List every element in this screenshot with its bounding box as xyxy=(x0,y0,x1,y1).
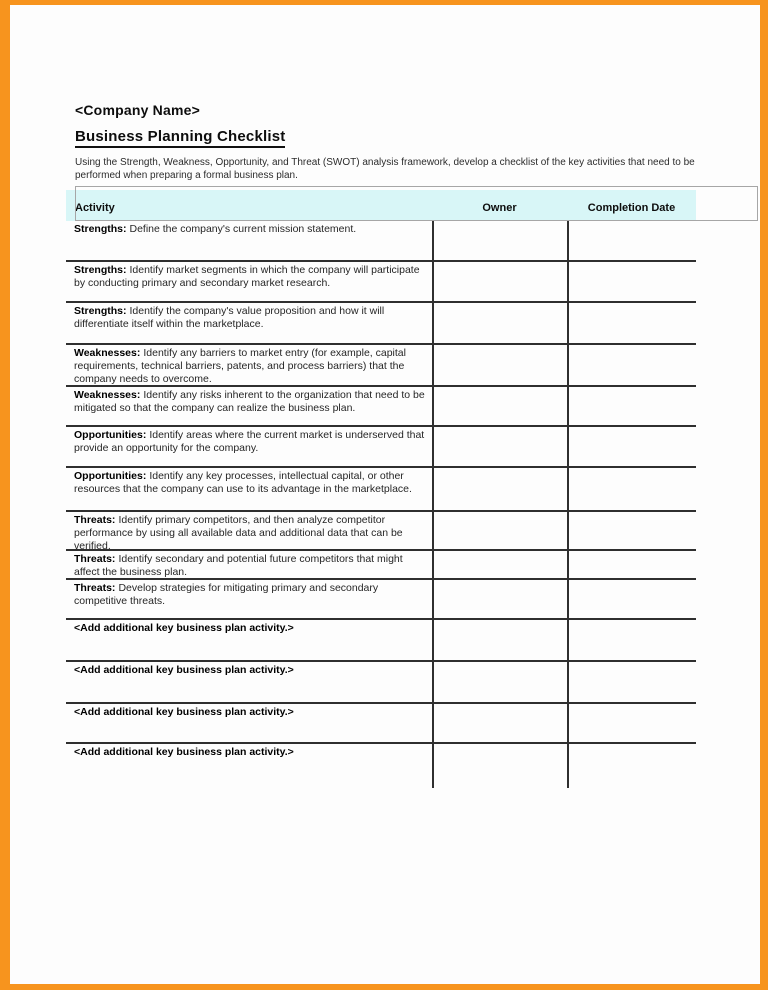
table-body xyxy=(66,221,696,788)
row-activity-text: Identify the company's value proposition and how it will differentiate itself within the marketplace. xyxy=(74,305,385,330)
row-category-label: Opportunities: xyxy=(74,470,147,482)
activity-cell xyxy=(66,262,432,301)
activity-cell xyxy=(66,512,432,552)
completion-date-cell[interactable] xyxy=(567,387,696,425)
table-header-row xyxy=(66,190,696,221)
table-row xyxy=(66,468,696,512)
owner-cell[interactable] xyxy=(432,512,567,549)
completion-date-cell[interactable] xyxy=(567,580,696,618)
activity-cell xyxy=(66,427,432,466)
completion-date-cell[interactable] xyxy=(567,427,696,466)
owner-cell[interactable] xyxy=(432,468,567,510)
table-row xyxy=(66,620,696,662)
row-category-label: Strengths: xyxy=(74,305,127,317)
row-activity-text: Define the company's current mission statement. xyxy=(129,223,357,235)
row-activity-text: Identify any risks inherent to the organization that need to be mitigated so that the company can realize the business plan. xyxy=(74,389,425,414)
completion-date-cell[interactable] xyxy=(567,620,696,660)
row-activity-text: <Add additional key business plan activity.> xyxy=(74,664,294,676)
activity-cell xyxy=(66,620,432,660)
completion-date-cell[interactable] xyxy=(567,468,696,510)
row-activity-text: Identify market segments in which the company will participate by conducting primary and secondary market research. xyxy=(74,264,420,289)
activity-cell xyxy=(66,221,432,260)
completion-date-cell[interactable] xyxy=(567,744,696,788)
checklist-table xyxy=(66,190,696,788)
row-category-label: Opportunities: xyxy=(74,429,147,441)
row-activity-text: Identify areas where the current market is underserved that provide an opportunity for the company. xyxy=(74,429,425,454)
owner-cell[interactable] xyxy=(432,744,567,788)
owner-cell[interactable] xyxy=(432,662,567,702)
row-category-label: Strengths: xyxy=(74,264,127,276)
table-row xyxy=(66,427,696,468)
owner-cell[interactable] xyxy=(432,262,567,301)
row-activity-text: <Add additional key business plan activity.> xyxy=(74,706,294,718)
owner-cell[interactable] xyxy=(432,580,567,618)
table-row xyxy=(66,221,696,262)
activity-cell xyxy=(66,387,432,425)
completion-date-cell[interactable] xyxy=(567,221,696,260)
activity-cell xyxy=(66,744,432,788)
document-page xyxy=(10,5,760,984)
column-header-completion-date: Completion Date xyxy=(587,202,676,214)
table-row xyxy=(66,551,696,580)
owner-cell[interactable] xyxy=(432,704,567,742)
table-row xyxy=(66,262,696,303)
owner-cell[interactable] xyxy=(432,551,567,578)
row-activity-text: Identify any key processes, intellectual capital, or other resources that the company can use to its advantage in the marketplace. xyxy=(74,470,412,495)
table-row xyxy=(66,744,696,788)
owner-cell[interactable] xyxy=(432,387,567,425)
owner-cell[interactable] xyxy=(432,345,567,385)
completion-date-cell[interactable] xyxy=(567,345,696,385)
table-row xyxy=(66,345,696,387)
row-activity-text: Identify any barriers to market entry (for example, capital requirements, technical barriers, patents, and process barriers) that the company needs to overcome. xyxy=(74,347,406,385)
row-category-label: Weaknesses: xyxy=(74,347,141,359)
row-activity-text: Identify secondary and potential future competitors that might affect the business plan. xyxy=(74,553,403,578)
owner-cell[interactable] xyxy=(432,303,567,343)
activity-cell xyxy=(66,662,432,702)
completion-date-cell[interactable] xyxy=(567,662,696,702)
description-text: Using the Strength, Weakness, Opportunity, and Threat (SWOT) analysis framework, develop a checklist of the key activities that need to be performed when preparing a formal business plan. xyxy=(75,157,695,181)
activity-cell xyxy=(66,580,432,618)
page-title: Business Planning Checklist xyxy=(75,128,285,148)
company-name-placeholder: <Company Name> xyxy=(75,102,200,118)
table-row xyxy=(66,580,696,620)
row-category-label: Strengths: xyxy=(74,223,127,235)
table-row xyxy=(66,662,696,704)
owner-cell[interactable] xyxy=(432,620,567,660)
owner-cell[interactable] xyxy=(432,221,567,260)
row-activity-text: <Add additional key business plan activity.> xyxy=(74,622,294,634)
row-category-label: Threats: xyxy=(74,514,116,526)
completion-date-cell[interactable] xyxy=(567,704,696,742)
column-header-owner: Owner xyxy=(482,202,517,214)
activity-cell xyxy=(66,551,432,578)
row-activity-text: Develop strategies for mitigating primary and secondary competitive threats. xyxy=(74,582,379,607)
completion-date-cell[interactable] xyxy=(567,512,696,549)
activity-cell xyxy=(66,704,432,742)
activity-cell xyxy=(66,468,432,510)
column-header-activity: Activity xyxy=(75,202,115,214)
completion-date-cell[interactable] xyxy=(567,303,696,343)
completion-date-cell[interactable] xyxy=(567,262,696,301)
completion-date-cell[interactable] xyxy=(567,551,696,578)
activity-cell xyxy=(66,345,432,385)
activity-cell xyxy=(66,303,432,343)
row-category-label: Weaknesses: xyxy=(74,389,141,401)
table-row xyxy=(66,303,696,345)
table-row xyxy=(66,704,696,744)
row-activity-text: Identify primary competitors, and then analyze competitor performance by using all available data and additional data that can be verified. xyxy=(74,514,403,552)
owner-cell[interactable] xyxy=(432,427,567,466)
table-row xyxy=(66,512,696,551)
row-activity-text: <Add additional key business plan activity.> xyxy=(74,746,294,758)
table-row xyxy=(66,387,696,427)
row-category-label: Threats: xyxy=(74,553,116,565)
row-category-label: Threats: xyxy=(74,582,116,594)
